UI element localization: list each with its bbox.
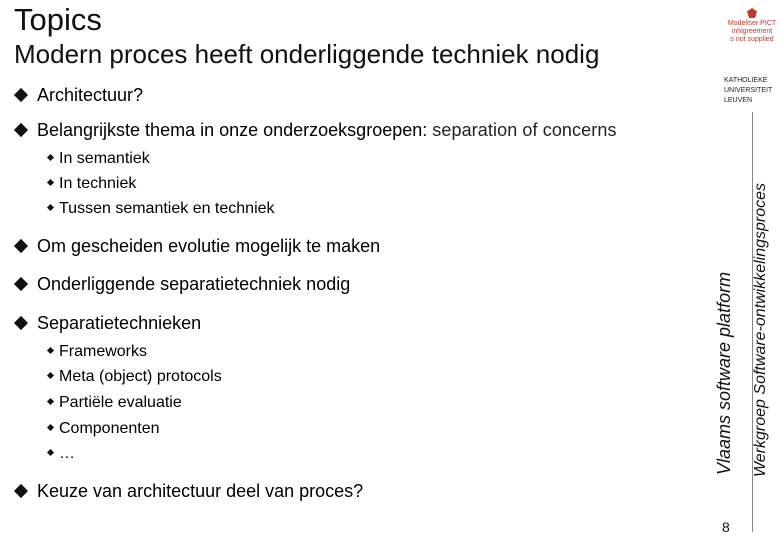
bullet-text: Keuze van architectuur deel van proces? xyxy=(37,481,364,501)
logo xyxy=(724,8,780,44)
bullet-thema xyxy=(16,119,617,141)
institution-line: UNIVERSITEIT xyxy=(724,87,773,94)
diamond-bullet-icon xyxy=(14,316,28,330)
sub-bullet xyxy=(48,199,275,219)
bullet-text: Onderliggende separatietechniek nodig xyxy=(37,274,351,294)
small-diamond-bullet-icon xyxy=(47,372,54,379)
sub-bullet xyxy=(48,367,222,387)
sub-bullet xyxy=(48,149,150,169)
institution-line: KATHOLIEKE xyxy=(724,77,768,84)
diamond-bullet-icon xyxy=(14,277,28,291)
logo-line: Modeliser PICT xyxy=(727,20,777,27)
diamond-bullet-icon xyxy=(14,88,28,102)
sub-bullet-text: Tussen semantiek en techniek xyxy=(59,200,275,217)
bullet-keuze xyxy=(16,480,363,502)
sub-bullet xyxy=(48,342,147,362)
bullet-accent-text: separation of concerns xyxy=(432,120,617,140)
sub-bullet xyxy=(48,174,136,194)
small-diamond-bullet-icon xyxy=(47,449,54,456)
sub-bullet-text: Componenten xyxy=(59,420,160,437)
bullet-text: Architectuur? xyxy=(37,85,144,105)
vertical-platform-label: Vlaams software platform xyxy=(714,271,734,475)
logo-line: s not supplied xyxy=(730,36,774,43)
sub-bullet-text: In techniek xyxy=(59,175,137,192)
small-diamond-bullet-icon xyxy=(47,398,54,405)
small-diamond-bullet-icon xyxy=(47,179,54,186)
sub-bullet-text: Frameworks xyxy=(59,343,148,360)
bullet-separatietechniek xyxy=(16,273,350,295)
sub-bullet xyxy=(48,419,160,439)
small-diamond-bullet-icon xyxy=(47,204,54,211)
sub-bullet-text: Meta (object) protocols xyxy=(59,368,222,385)
institution-name xyxy=(724,76,780,106)
vertical-werkgroep-label: Werkgroep Software-ontwikkelingsproces xyxy=(752,182,769,477)
diamond-bullet-icon xyxy=(14,239,28,253)
bullet-text: Belangrijkste thema in onze onderzoeksgroepen: xyxy=(37,120,433,140)
institution-line: LEUVEN xyxy=(724,97,753,104)
slide-title: Topics xyxy=(14,2,102,37)
bullet-text: Om gescheiden evolutie mogelijk te maken xyxy=(37,236,381,256)
slide-subtitle: Modern proces heeft onderliggende techniek nodig xyxy=(14,39,600,69)
diamond-bullet-icon xyxy=(14,123,28,137)
small-diamond-bullet-icon xyxy=(47,154,54,161)
sub-bullet-text: … xyxy=(59,445,75,462)
bullet-evolutie xyxy=(16,235,380,257)
small-diamond-bullet-icon xyxy=(47,347,54,354)
bullet-architectuur xyxy=(16,84,143,106)
bullet-separatietechnieken xyxy=(16,312,201,334)
page-number: 8 xyxy=(722,519,730,535)
small-diamond-bullet-icon xyxy=(47,424,54,431)
bullet-text: Separatietechnieken xyxy=(37,313,202,333)
logo-line: inhigreement xyxy=(731,28,773,35)
sub-bullet xyxy=(48,393,182,413)
sub-bullet xyxy=(48,444,75,464)
logo-icon xyxy=(747,8,757,18)
diamond-bullet-icon xyxy=(14,484,28,498)
sub-bullet-text: In semantiek xyxy=(59,150,150,167)
sub-bullet-text: Partiële evaluatie xyxy=(59,394,182,411)
